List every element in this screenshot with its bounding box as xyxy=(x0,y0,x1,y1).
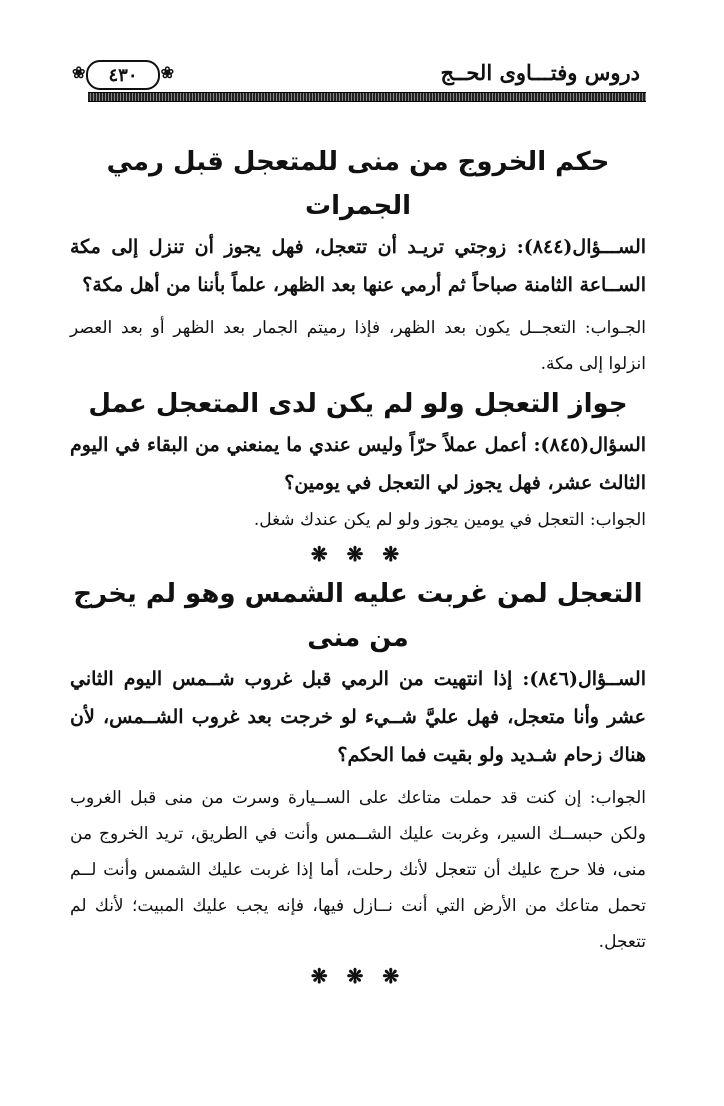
answer-text: التعجل في يومين يجوز ولو لم يكن عندك شغل. xyxy=(253,510,585,530)
answer-label: الجواب: xyxy=(589,510,646,530)
section-heading: جواز التعجل ولو لم يكن لدى المتعجل عمل xyxy=(88,389,628,419)
page-content xyxy=(70,140,646,994)
page-header xyxy=(78,58,640,92)
section-divider-stars: ❋ ❋ ❋ xyxy=(310,542,406,566)
question-paragraph xyxy=(70,228,646,304)
section-heading: التعجل لمن غربت عليه الشمس وهو لم يخرج من منى xyxy=(73,579,643,653)
answer-paragraph xyxy=(70,502,646,538)
page-number-badge: ❀ ٤٣٠ ❀ xyxy=(86,60,160,90)
answer-label: الجـواب: xyxy=(584,318,646,338)
question-paragraph xyxy=(70,660,646,774)
section-heading: حكم الخروج من منى للمتعجل قبل رمي الجمرات xyxy=(106,147,610,221)
answer-paragraph xyxy=(70,780,646,960)
header-rule xyxy=(88,92,646,102)
question-label: الســـؤال(٨٤٤): xyxy=(516,236,647,258)
answer-text: التعجــل يكون بعد الظهر، فإذا رميتم الجمار بعد الظهر أو بعد العصر انزلوا إلى مكة. xyxy=(70,318,646,374)
question-paragraph xyxy=(70,426,646,502)
answer-paragraph xyxy=(70,310,646,382)
question-label: الســؤال(٨٤٦): xyxy=(522,668,646,690)
question-label: السؤال(٨٤٥): xyxy=(533,434,647,456)
question-text: أعمل عملاً حرّاً وليس عندي ما يمنعني من البقاء في اليوم الثالث عشر، فهل يجوز لي التعجل في يومين؟ xyxy=(70,434,646,494)
question-text: إذا انتهيت من الرمي قبل غروب شــمس اليوم الثاني عشر وأنا متعجل، فهل عليَّ شــيء لو خرجت بعد غروب الشــمس، لأن هناك زحام شـديد ولو بقيت فما الحكم؟ xyxy=(70,668,646,766)
section-divider-stars: ❋ ❋ ❋ xyxy=(310,964,406,988)
answer-text: إن كنت قد حملت متاعك على الســيارة وسرت من منى قبل الغروب ولكن حبســك السير، وغربت عليك الشــمس وأنت في الطريق، تريد الخروج من منى، فلا حرج عليك أن تتعجل لأنك رحلت، أما إذا غربت عليك الشمس وأنت لــم تحمل متاعك من الأرض التي أنت نــازل فيها، فإنه يجب عليك المبيت؛ لأنك لم تتعجل. xyxy=(70,788,646,952)
answer-label: الجواب: xyxy=(589,788,646,808)
question-text: زوجتي تريـد أن تتعجل، فهل يجوز أن تنزل إلى مكة الســاعة الثامنة صباحاً ثم أرمي عنها بعد الظهر، علماً بأننا من أهل مكة؟ xyxy=(70,236,646,296)
book-title: دروس وفتـــاوى الحــج xyxy=(440,60,640,85)
